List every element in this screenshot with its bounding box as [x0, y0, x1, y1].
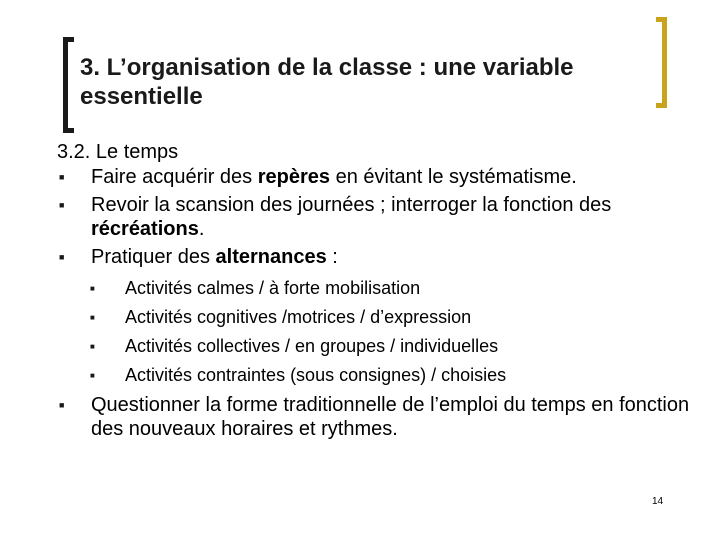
sub-bullet-item: [57, 332, 697, 361]
sub-bullet-list: [57, 274, 697, 390]
square-bullet-icon: ■: [90, 284, 95, 293]
sub-bullet-item: [57, 361, 697, 390]
square-bullet-icon: ■: [90, 371, 95, 380]
square-bullet-icon: ■: [59, 400, 65, 410]
sub-bullet-text: Activités cognitives /motrices / d’expression: [125, 307, 472, 327]
square-bullet-icon: ■: [59, 200, 65, 210]
slide-content: [57, 139, 697, 445]
bullet-emphasis: alternances: [215, 246, 327, 268]
square-bullet-icon: ■: [59, 252, 65, 262]
square-bullet-icon: ■: [59, 172, 65, 182]
bullet-text: Pratiquer des: [91, 246, 216, 268]
bullet-item: [57, 193, 697, 241]
bullet-text: en évitant le systématisme.: [330, 166, 577, 188]
square-bullet-icon: ■: [90, 313, 95, 322]
sub-bullet-item: [57, 303, 697, 332]
title-bracket-right: [656, 17, 667, 108]
sub-bullet-item: [57, 274, 697, 303]
title-bracket-left: [63, 37, 74, 133]
bullet-item: [57, 245, 697, 269]
bullet-item: [57, 165, 697, 189]
page-number: 14: [652, 496, 664, 507]
sub-bullet-text: Activités calmes / à forte mobilisation: [125, 278, 421, 298]
bullet-text: Revoir la scansion des journées ; interroger la fonction des: [91, 194, 612, 216]
bullet-text: Questionner la forme traditionnelle de l’emploi du temps en fonction des nouveaux horaires et rythmes.: [91, 394, 690, 440]
bullet-text: :: [326, 246, 338, 268]
bullet-emphasis: repères: [257, 166, 331, 188]
bullet-text: .: [198, 218, 205, 240]
square-bullet-icon: ■: [90, 342, 95, 351]
sub-bullet-text: Activités collectives / en groupes / individuelles: [125, 336, 499, 356]
section-subtitle: 3.2. Le temps: [57, 141, 179, 163]
bullet-item: [57, 393, 697, 441]
sub-bullet-text: Activités contraintes (sous consignes) / choisies: [125, 365, 507, 385]
bullet-text: Faire acquérir des: [91, 166, 258, 188]
slide-title: 3. L’organisation de la classe : une variable essentielle: [80, 54, 574, 110]
bullet-emphasis: récréations: [91, 218, 199, 240]
